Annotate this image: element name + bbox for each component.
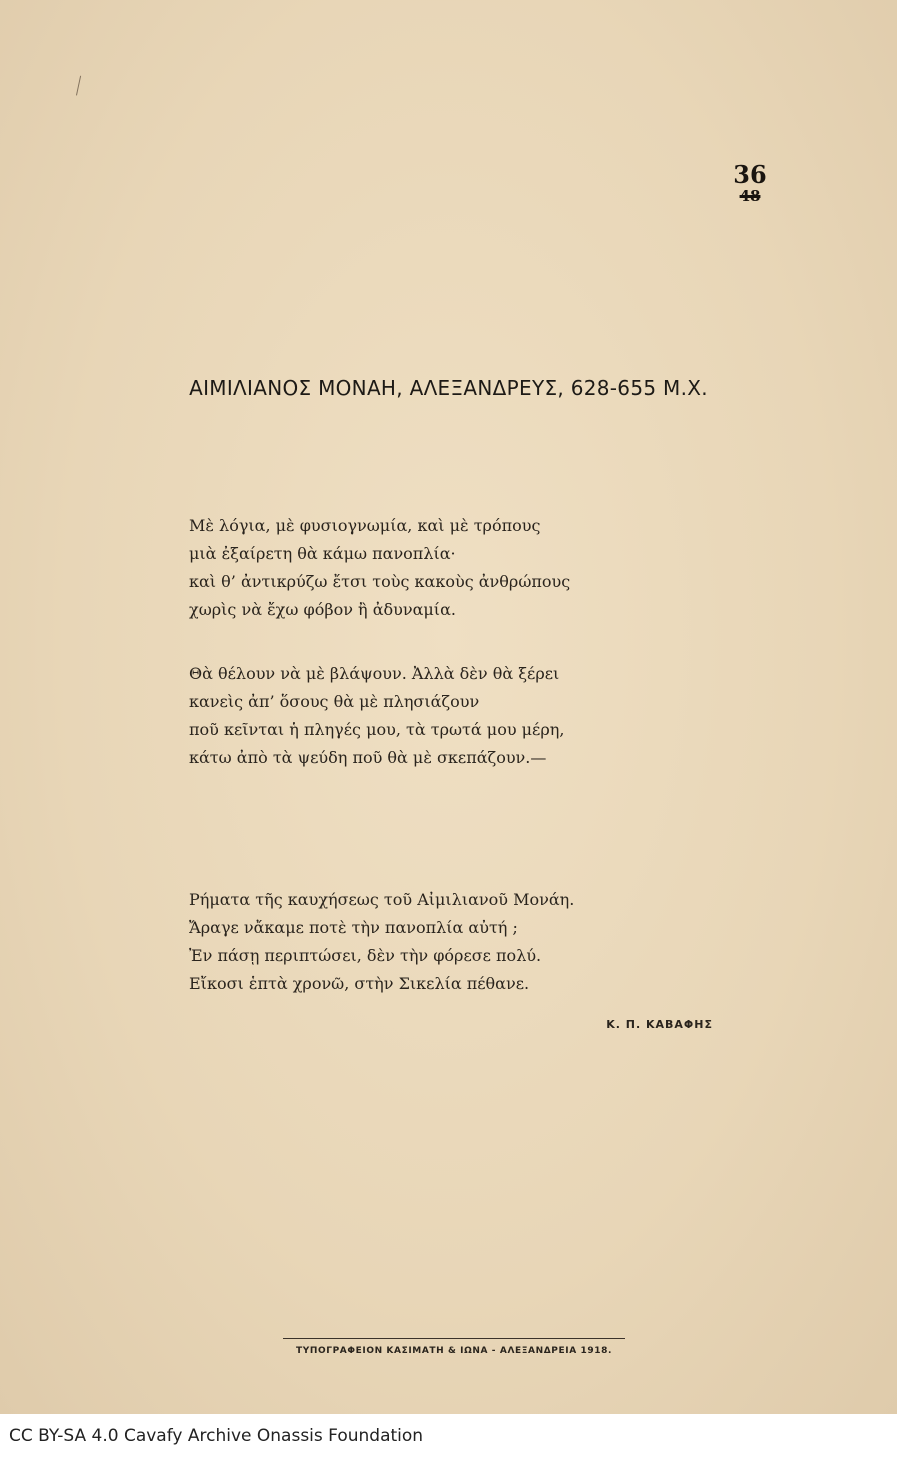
footer-divider	[283, 1338, 625, 1339]
poem-line: Ἄραγε νἄκαμε ποτὲ τὴν πανοπλία αὐτή ;	[189, 918, 518, 937]
author-signature: Κ. Π. ΚΑΒΑΦΗΣ	[606, 1018, 713, 1031]
page-number-old-struck: 48	[739, 187, 761, 205]
page-number-current: 36	[733, 160, 767, 189]
poem-line: Θὰ θέλουν νὰ μὲ βλάψουν. Ἀλλὰ δὲν θὰ ξέρει	[189, 664, 560, 683]
poem-line: χωρὶς νὰ ἔχω φόβον ἢ ἀδυναμία.	[189, 600, 456, 619]
stanza-2	[189, 660, 564, 772]
stanza-3	[189, 886, 574, 998]
poem-line: Ρήματα τῆς καυχήσεως τοῦ Αἰμιλιανοῦ Μονάη.	[189, 890, 575, 909]
poem-line: κανεὶς ἀπ’ ὅσους θὰ μὲ πλησιάζουν	[189, 692, 480, 711]
poem-line: Μὲ λόγια, μὲ φυσιογνωμία, καὶ μὲ τρόπους	[189, 516, 541, 535]
poem-title: ΑΙΜΙΛΙΑΝΟΣ ΜΟΝΑΗ, ΑΛΕΞΑΝΔΡΕΥΣ, 628-655 Μ.Χ.	[189, 376, 708, 400]
printer-imprint: ΤΥΠΟΓΡΑΦΕΙΟΝ ΚΑΣΙΜΑΤΗ & ΙΩΝΑ - ΑΛΕΞΑΝΔΡΕΙΑ 1918.	[296, 1346, 612, 1356]
poem-line: Εἴκοσι ἑπτὰ χρονῶ, στὴν Σικελία πέθανε.	[189, 974, 530, 993]
poem-line: καὶ θ’ ἀντικρύζω ἔτσι τοὺς κακοὺς ἀνθρώπους	[189, 572, 571, 591]
poem-line: ποῦ κεῖνται ἡ πληγές μου, τὰ τρωτά μου μέρη,	[189, 720, 565, 739]
poem-line: μιὰ ἐξαίρετη θὰ κάμω πανοπλία·	[189, 544, 456, 563]
license-credit: CC BY-SA 4.0 Cavafy Archive Onassis Foundation	[9, 1426, 424, 1446]
poem-line: κάτω ἀπὸ τὰ ψεύδη ποῦ θὰ μὲ σκεπάζουν.—	[189, 748, 547, 767]
stanza-1	[189, 512, 570, 624]
page-numbers	[726, 162, 774, 204]
pencil-mark	[76, 76, 85, 97]
poem-line: Ἐν πάσῃ περιπτώσει, δὲν τὴν φόρεσε πολύ.	[189, 946, 542, 965]
credit-bar	[0, 1414, 897, 1457]
